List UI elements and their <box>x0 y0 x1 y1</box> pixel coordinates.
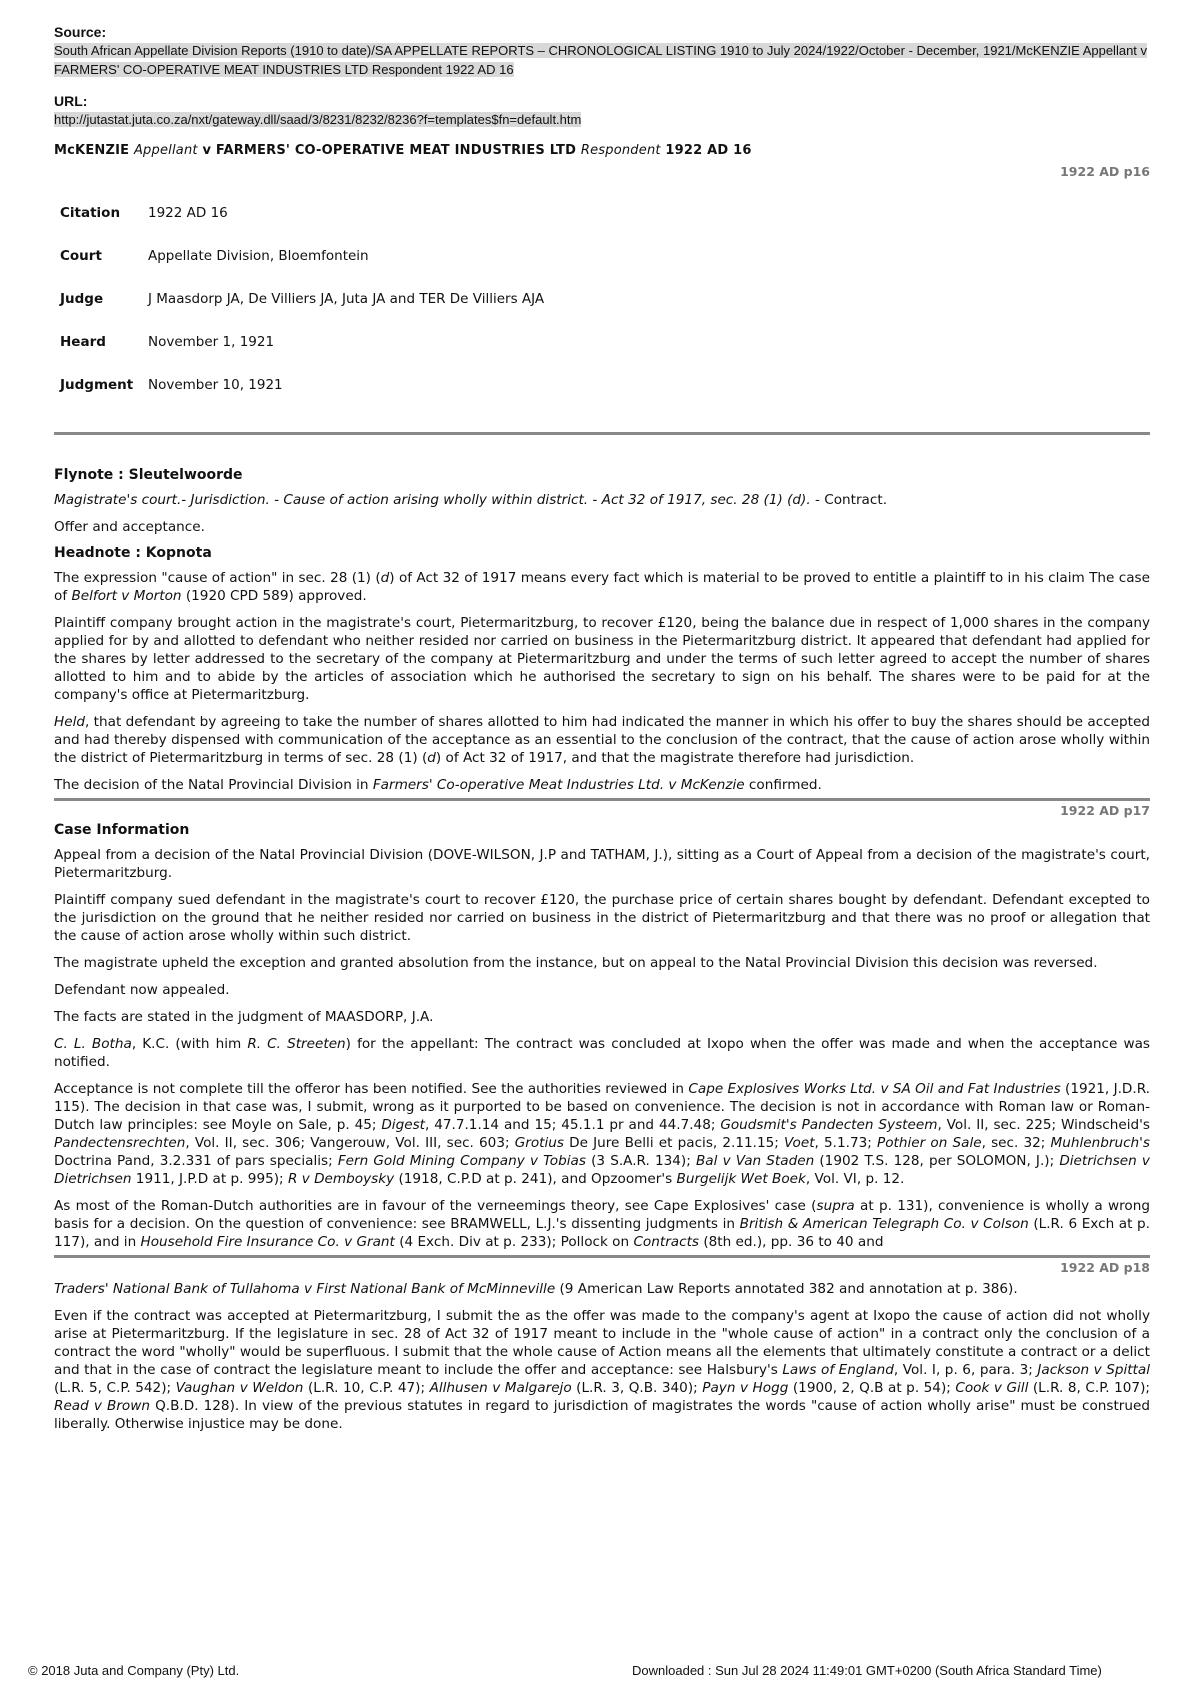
meta-row-citation <box>60 205 544 248</box>
meta-key: Judge <box>60 291 104 307</box>
citation-italic: Traders' National Bank of Tullahoma v First National Bank of McMinneville <box>54 1281 556 1297</box>
divider <box>54 1255 1150 1258</box>
case-info-p10 <box>54 1307 1150 1433</box>
text-run: (4 Exch. Div at p. 233); Pollock on <box>394 1234 634 1250</box>
citation-italic: Contracts <box>633 1234 699 1250</box>
meta-value: J Maasdorp JA, De Villiers JA, Juta JA and TER De Villiers AJA <box>148 291 545 307</box>
meta-row-judge <box>60 291 544 334</box>
case-title: McKENZIE Appellant v FARMERS' CO-OPERATIVE MEAT INDUSTRIES LTD Respondent 1922 AD 16 <box>54 143 752 158</box>
divider <box>54 432 1150 435</box>
text-run: (1918, C.P.D at p. 241), and Opzoomer's <box>394 1171 677 1187</box>
text-run: (L.R. 5, C.P. 542); <box>54 1380 176 1396</box>
headnote-p4: The decision of the Natal Provincial Division in Farmers' Co-operative Meat Industries Ltd. v McKenzie confirmed. <box>54 777 822 793</box>
footer-downloaded: Downloaded : Sun Jul 28 2024 11:49:01 GMT+0200 (South Africa Standard Time) <box>632 1663 1102 1678</box>
flynote-line1: Magistrate's court.- Jurisdiction. - Cause of action arising wholly within district. - Act 32 of 1917, sec. 28 (1) (d). - Contract. <box>54 492 888 508</box>
text-run: Doctrina Pand, 3.2.331 of pars specialis; <box>54 1153 338 1169</box>
text-run: , Vol. VI, p. 12. <box>805 1171 905 1187</box>
citation-italic: Laws of England <box>782 1362 894 1378</box>
meta-value: November 10, 1921 <box>148 377 283 393</box>
citation-italic: Muhlenbruch's <box>1050 1135 1150 1151</box>
case-info-heading: Case Information <box>54 822 190 838</box>
citation-italic: Digest <box>381 1117 425 1133</box>
text-run: De Jure Belli et pacis, 2.11.15; <box>563 1135 785 1151</box>
page-ref-p17: 1922 AD p17 <box>1060 803 1150 818</box>
case-info-p6: C. L. Botha, K.C. (with him R. C. Streeten) for the appellant: The contract was concluded at Ixopo when the offer was made and when the acceptance was notified. <box>54 1036 1150 1070</box>
page-ref-p16: 1922 AD p16 <box>1060 164 1150 179</box>
text-run: Even if the contract was accepted at Pietermaritzburg, I submit the as the offer was made to the company's agent at Ixopo the cause of action did not wholly arise at Pietermaritzburg. If the legislature in sec. 28 of Act 32 of 1917 meant to include in the "whole cause of action" in a contract only the conclusion of a contract the word "wholly" would be superfluous. I submit that the whole cause of Action means all the elements that ultimately constitute a contract or a delict and that in the case of contract the legislature meant to include the offer and acceptance: see Halsbury's <box>54 1308 1150 1378</box>
flynote-heading: Flynote : Sleutelwoorde <box>54 467 243 483</box>
citation-italic: Jackson v Spittal <box>1037 1362 1150 1378</box>
citation-italic: Read v Brown <box>54 1398 150 1414</box>
source-text[interactable]: South African Appellate Division Reports (1910 to date)/SA APPELLATE REPORTS – CHRONOLOGICAL LISTING 1910 to July 2024/1922/October - December, 1921/McKENZIE Appellant v FARMERS' CO-OPERATIVE MEAT INDUSTRIES LTD Respondent 1922 AD 16 <box>54 43 1148 77</box>
text-run: , 5.1.73; <box>814 1135 878 1151</box>
text-run: , Vol. II, sec. 225; Windscheid's <box>937 1117 1150 1133</box>
url-label: URL: <box>54 93 88 109</box>
citation-italic: Fern Gold Mining Company v Tobias <box>337 1153 586 1169</box>
meta-value: November 1, 1921 <box>148 334 275 350</box>
text-run: Acceptance is not complete till the offeror has been notified. See the authorities reviewed in <box>54 1081 689 1097</box>
citation-italic: Pothier on Sale <box>877 1135 982 1151</box>
citation-italic: Pandectensrechten <box>54 1135 186 1151</box>
text-run: (3 S.A.R. 134); <box>585 1153 696 1169</box>
case-info-p9 <box>54 1280 1150 1298</box>
text-run: , 47.7.1.14 and 15; 45.1.1 pr and 44.7.48; <box>425 1117 721 1133</box>
meta-value: 1922 AD 16 <box>148 205 228 221</box>
text-run: , Vol. I, p. 6, para. 3; <box>893 1362 1038 1378</box>
citation-italic: Goudsmit's Pandecten Systeem <box>720 1117 938 1133</box>
text-run: , sec. 32; <box>981 1135 1051 1151</box>
case-info-p4: Defendant now appealed. <box>54 982 230 998</box>
text-run: Q.B.D. 128). In view of the previous statutes in regard to jurisdiction of magistrates the words "cause of action wholly arise" must be construed liberally. Otherwise injustice may be done. <box>54 1398 1151 1432</box>
citation-italic: Vaughan v Weldon <box>175 1380 304 1396</box>
flynote-line2: Offer and acceptance. <box>54 519 205 535</box>
meta-key: Heard <box>60 334 106 350</box>
meta-key: Citation <box>60 205 121 221</box>
text-run: As most of the Roman-Dutch authorities are in favour of the verneemings theory, see Cape Explosives' case ( <box>54 1198 817 1214</box>
text-run: (L.R. 8, C.P. 107); <box>1028 1380 1150 1396</box>
headnote-heading: Headnote : Kopnota <box>54 545 212 561</box>
document <box>54 24 1150 1442</box>
text-run: (9 American Law Reports annotated 382 and annotation at p. 386). <box>555 1281 1018 1297</box>
citation-italic: Allhusen v Malgarejo <box>429 1380 572 1396</box>
source-label: Source: <box>54 24 107 40</box>
page-ref-p18: 1922 AD p18 <box>1060 1260 1150 1275</box>
citation-italic: Burgelijk Wet Boek <box>676 1171 806 1187</box>
text-run: (L.R. 6 Exch at p. 117), and in <box>54 1216 1151 1250</box>
footer-copyright: © 2018 Juta and Company (Pty) Ltd. <box>28 1663 240 1678</box>
text-run: (8th ed.), pp. 36 to 40 and <box>699 1234 884 1250</box>
citation-italic: Payn v Hogg <box>702 1380 789 1396</box>
headnote-p1: The expression "cause of action" in sec. 28 (1) (d) of Act 32 of 1917 means every fact which is material to be proved to entitle a plaintiff to in his claim The case of Belfort v Morton (1920 CPD 589) approved. <box>54 570 1150 604</box>
text-run: (1902 T.S. 128, per SOLOMON, J.); <box>814 1153 1060 1169</box>
citation-italic: Grotius <box>514 1135 564 1151</box>
text-run: 1911, J.P.D at p. 995); <box>131 1171 288 1187</box>
headnote-p3: Held, that defendant by agreeing to take the number of shares allotted to him had indicated the manner in which his offer to buy the shares should be accepted and had thereby dispensed with communication of the acceptance as an essential to the conclusion of the contract, that the cause of action arose wholly within the district of Pietermaritzburg in terms of sec. 28 (1) (d) of Act 32 of 1917, and that the magistrate therefore had jurisdiction. <box>54 714 1150 766</box>
meta-row-judgment <box>60 377 544 420</box>
meta-row-court <box>60 248 544 291</box>
case-info-p2: Plaintiff company sued defendant in the magistrate's court to recover £120, the purchase price of certain shares bought by defendant. Defendant excepted to the jurisdiction on the ground that he neither resided nor carried on business in the district of Pietermaritzburg and that there was no proof or allegation that the cause of action arose wholly within such district. <box>54 892 1150 944</box>
case-info-p7 <box>54 1080 1150 1188</box>
case-info-p5: The facts are stated in the judgment of MAASDORP, J.A. <box>54 1009 434 1025</box>
url-link[interactable]: http://jutastat.juta.co.za/nxt/gateway.dll/saad/3/8231/8232/8236?f=templates$fn=default.htm <box>54 112 582 127</box>
citation-italic: Cape Explosives Works Ltd. v SA Oil and Fat Industries <box>688 1081 1061 1097</box>
citation-italic: Cook v Gill <box>955 1380 1029 1396</box>
meta-value: Appellate Division, Bloemfontein <box>148 248 369 264</box>
text-run: (1900, 2, Q.B at p. 54); <box>788 1380 956 1396</box>
meta-key: Judgment <box>60 377 134 393</box>
meta-key: Court <box>60 248 102 264</box>
citation-italic: Voet <box>784 1135 815 1151</box>
text-run: , Vol. II, sec. 306; Vangerouw, Vol. III, sec. 603; <box>185 1135 515 1151</box>
citation-italic: supra <box>816 1198 855 1214</box>
divider <box>54 798 1150 801</box>
citation-italic: British & American Telegraph Co. v Colson <box>739 1216 1029 1232</box>
text-run: at p. 131), convenience is wholly a wrong basis for a decision. On the question of convenience: see BRAMWELL, L.J.'s dissenting judgments in <box>54 1198 1150 1232</box>
case-info-p8 <box>54 1197 1150 1251</box>
case-info-p1: Appeal from a decision of the Natal Provincial Division (DOVE-WILSON, J.P and TATHAM, J.), sitting as a Court of Appeal from a decision of the magistrate's court, Pietermaritzburg. <box>54 847 1150 881</box>
citation-italic: Household Fire Insurance Co. v Grant <box>140 1234 395 1250</box>
meta-row-heard <box>60 334 544 377</box>
text-run: (L.R. 3, Q.B. 340); <box>571 1380 703 1396</box>
case-info-p3: The magistrate upheld the exception and granted absolution from the instance, but on appeal to the Natal Provincial Division this decision was reversed. <box>54 955 1098 971</box>
headnote-p2: Plaintiff company brought action in the magistrate's court, Pietermaritzburg, to recover £120, being the balance due in respect of 1,000 shares in the company applied for by and allotted to defendant who neither resided nor carried on business in the Pietermaritzburg district. It appeared that defendant had applied for the shares by letter addressed to the secretary of the company at Pietermaritzburg and under the terms of such letter agreed to accept the number of shares allotted to him and to abide by the articles of association which he authorised the secretary to sign on his behalf. The shares were to be paid for at the company's office at Pietermaritzburg. <box>54 615 1150 703</box>
case-meta-table <box>60 205 544 420</box>
citation-italic: Dietrichsen v Dietrichsen <box>54 1153 1150 1187</box>
citation-italic: Bal v Van Staden <box>695 1153 815 1169</box>
citation-italic: R v Demboysky <box>287 1171 395 1187</box>
text-run: (1921, J.D.R. 115). The decision in that case was, I submit, wrong as it purported to be based on convenience. The decision is not in accordance with Roman law or Roman-Dutch law principles: see Moyle on Sale, p. 45; <box>54 1081 1150 1133</box>
text-run: (L.R. 10, C.P. 47); <box>303 1380 430 1396</box>
